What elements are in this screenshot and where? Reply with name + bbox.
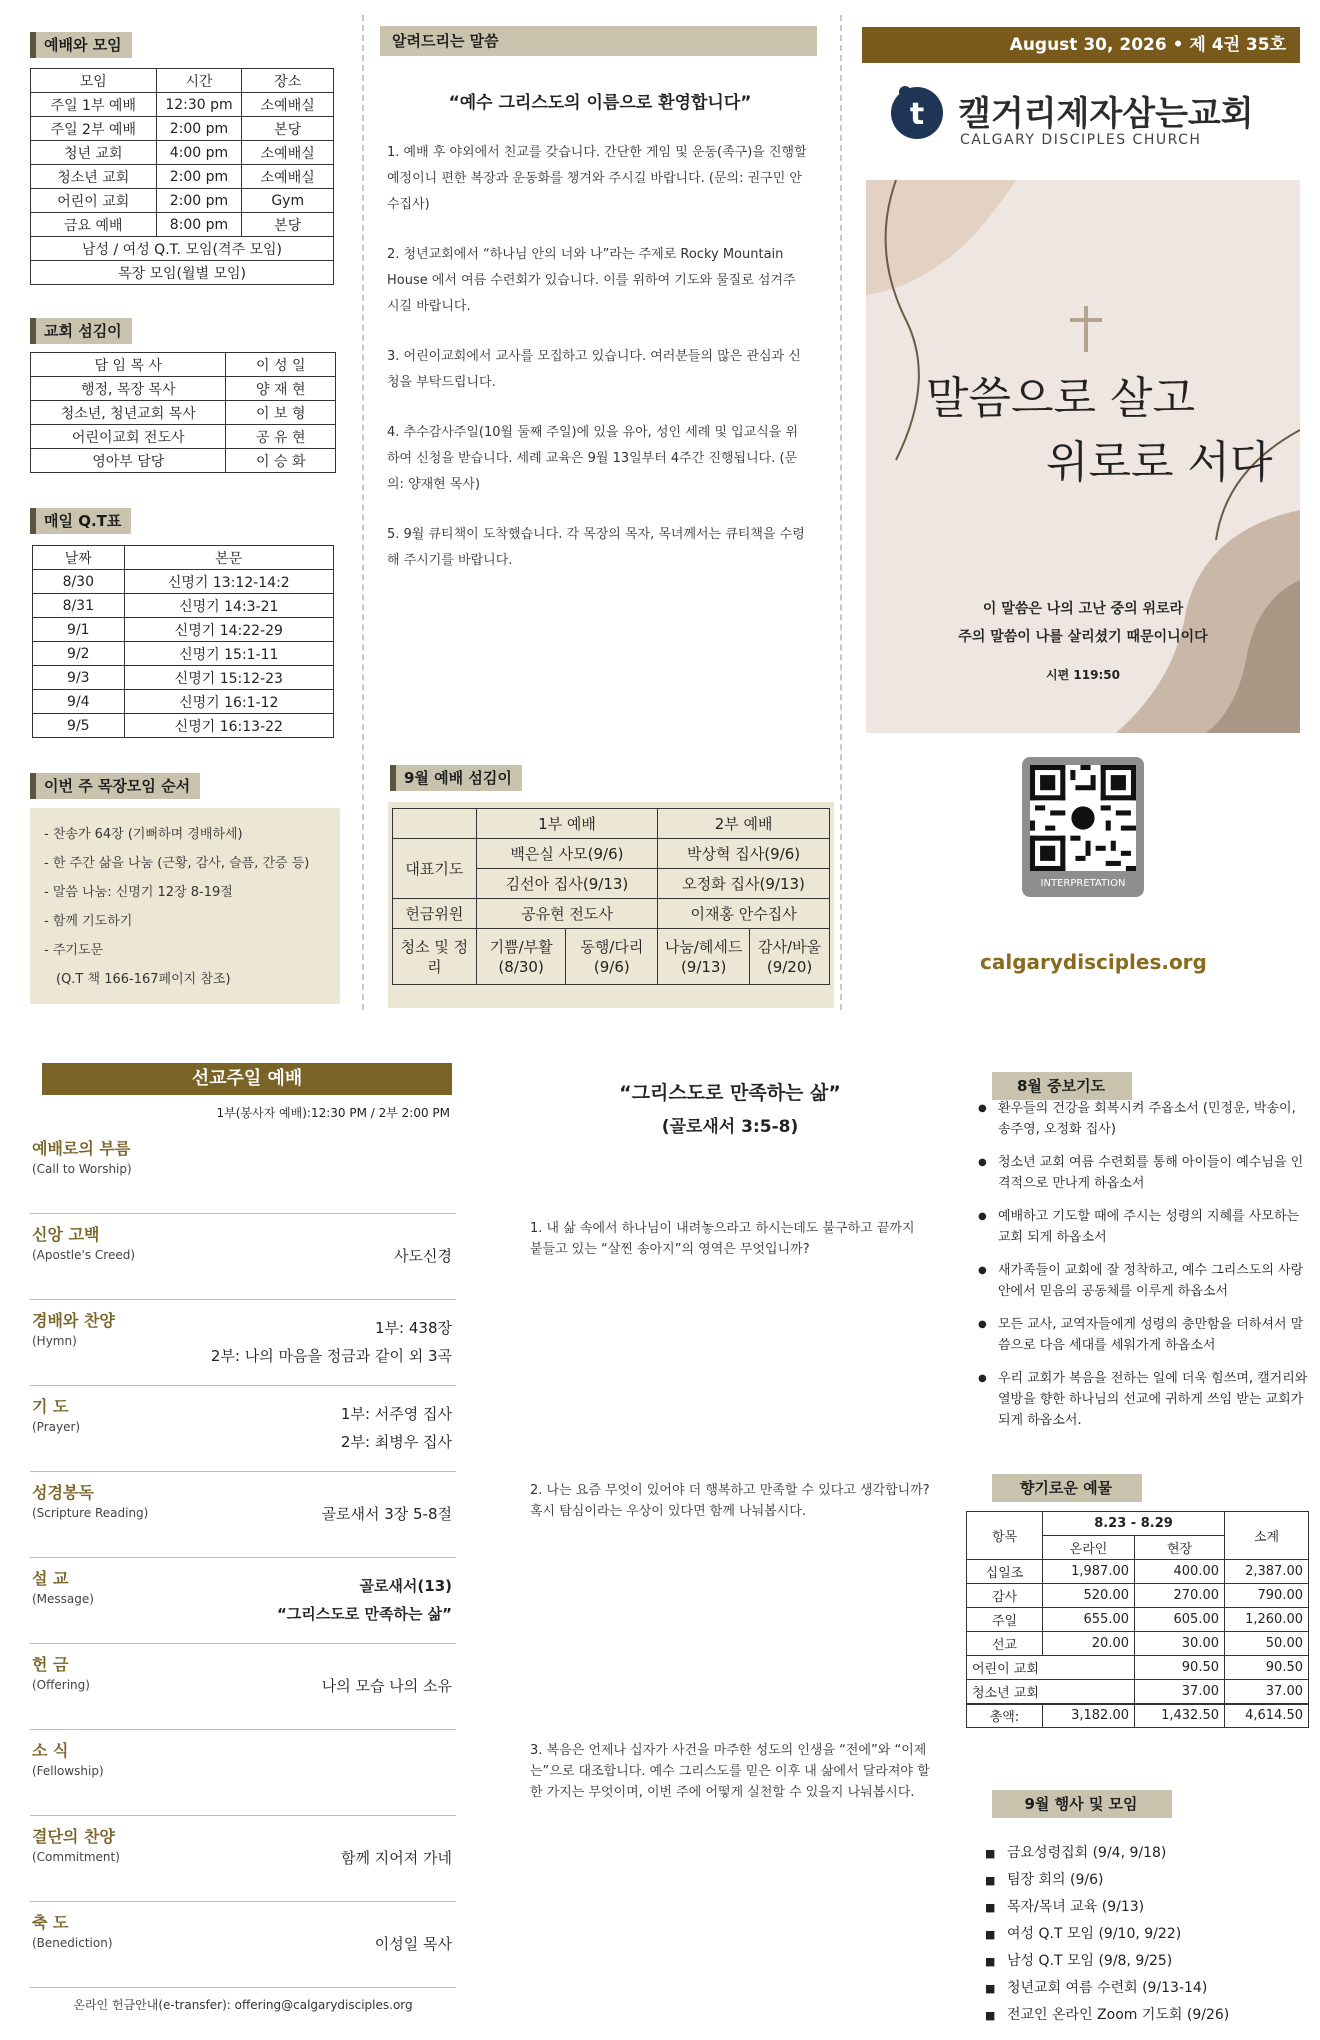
table-header-row (967, 1512, 1309, 1536)
table-cell: 청년 교회 (31, 141, 157, 165)
table-header: 1부 예배 (476, 809, 657, 839)
table-row (33, 618, 334, 642)
table-cell: Gym (242, 189, 334, 213)
service-item-title: 신앙 고백 (32, 1225, 100, 1244)
table-row (31, 237, 334, 261)
table-cell: 신명기 14:22-29 (124, 618, 333, 642)
table-header: 날짜 (33, 546, 125, 570)
table-cell: 9/3 (33, 666, 125, 690)
table-cell: 790.00 (1225, 1584, 1309, 1608)
list-item: ● 환우들의 건강을 회복시켜 주옵소서 (민정운, 박송이, 송주영, 오정화 집사) (978, 1098, 1308, 1140)
list-item: ● 모든 교사, 교역자들에게 성령의 충만함을 더하셔서 말씀으로 다음 세대를 세워가게 하옵소서 (978, 1314, 1308, 1356)
section-label-qt: 매일 Q.T표 (30, 508, 131, 534)
service-item-detail (322, 1672, 452, 1700)
service-item-subtitle: (Benediction) (32, 1936, 113, 1950)
service-item-title: 결단의 찬양 (32, 1827, 115, 1846)
table-cell: 20.00 (1043, 1632, 1135, 1656)
table-row (31, 377, 336, 401)
table-cell: 나눔/헤세드 (9/13) (658, 929, 750, 985)
table-header: 모임 (31, 69, 157, 93)
table-cell: 백은실 사모(9/6) (476, 839, 657, 869)
table-cell: 남성 / 여성 Q.T. 모임(격주 모임) (31, 237, 334, 261)
service-item-detail-line: 1부: 서주영 집사 (340, 1405, 452, 1423)
website-link[interactable]: calgarydisciples.org (980, 950, 1207, 974)
online-offering-info: 온라인 헌금안내(e-transfer): offering@calgarydisciples.org (73, 1998, 413, 2012)
table-row (31, 401, 336, 425)
service-item-subtitle: (Prayer) (32, 1420, 81, 1434)
staff-table (30, 352, 336, 473)
table-cell: 어린이교회 전도사 (31, 425, 226, 449)
cover-verse-line1: 이 말씀은 나의 고난 중의 위로라 (982, 601, 1184, 617)
service-order-row (30, 1214, 456, 1300)
table-cell: 9/2 (33, 642, 125, 666)
service-order-row (30, 1902, 456, 1988)
list-item: ● 예배하고 기도할 때에 주시는 성령의 지혜를 사모하는 교회 되게 하옵소서 (978, 1206, 1308, 1248)
table-row (967, 1704, 1309, 1728)
service-item-detail-line: 2부: 최병우 집사 (340, 1433, 452, 1451)
table-cell: 공 유 현 (226, 425, 336, 449)
table-cell: 공유현 전도사 (476, 899, 657, 929)
section-label-offerings: 향기로운 예물 (992, 1474, 1142, 1502)
table-cell: 1,432.50 (1135, 1704, 1225, 1728)
service-item-title: 예배로의 부름 (32, 1139, 131, 1158)
table-row (967, 1584, 1309, 1608)
table-cell: 신명기 15:1-11 (124, 642, 333, 666)
section-label-mokjang: 이번 주 목장모임 순서 (30, 773, 200, 799)
table-cell: 신명기 15:12-23 (124, 666, 333, 690)
service-item-detail-line: “그리스도로 만족하는 삶” (276, 1605, 452, 1623)
table-row (31, 261, 334, 285)
service-item-title: 헌 금 (32, 1655, 69, 1674)
table-cell: 감사 (967, 1584, 1043, 1608)
table-cell: 90.50 (1135, 1656, 1225, 1680)
table-header: 장소 (242, 69, 334, 93)
list-item: ● 우리 교회가 복음을 전하는 일에 더욱 힘쓰며, 캘거리와 열방을 향한 하나님의 선교에 귀하게 쓰임 받는 교회가 되게 하옵소서. (978, 1368, 1308, 1431)
table-cell: 400.00 (1135, 1560, 1225, 1584)
table-cell: 4,614.50 (1225, 1704, 1309, 1728)
list-item: - 말씀 나눔: 신명기 12장 8-19절 (44, 885, 233, 900)
table-row (33, 570, 334, 594)
table-row (31, 93, 334, 117)
table-cell: 양 재 현 (226, 377, 336, 401)
service-item-subtitle: (Hymn) (32, 1334, 77, 1348)
table-cell: 2,387.00 (1225, 1560, 1309, 1584)
section-label-announcements: 알려드리는 말씀 (380, 26, 817, 56)
service-item-detail-line: 골로새서(13) (359, 1577, 452, 1595)
column-divider (362, 15, 364, 1010)
service-order-row (30, 1558, 456, 1644)
table-header: 항목 (967, 1512, 1043, 1560)
offering-table (966, 1511, 1309, 1728)
service-item-title: 설 교 (32, 1569, 69, 1588)
table-cell: 본당 (242, 117, 334, 141)
section-label-prayer-topics: 8월 중보기도 (992, 1072, 1132, 1100)
table-cell: 신명기 16:13-22 (124, 714, 333, 738)
table-header-row (33, 546, 334, 570)
service-item-detail-line: 골로새서 3장 5-8절 (321, 1505, 452, 1523)
service-item-detail-line: 2부: 나의 마음을 정금과 같이 외 3곡 (210, 1347, 452, 1365)
table-cell: 동행/다리 (9/6) (566, 929, 658, 985)
cover-verse-ref: 시편 119:50 (1046, 668, 1120, 682)
table-cell: 헌금위원 (393, 899, 477, 929)
table-cell: 행정, 목장 목사 (31, 377, 226, 401)
service-item-subtitle: (Scripture Reading) (32, 1506, 149, 1520)
list-item: ■ 목자/목녀 교육 (9/13) (985, 1894, 1305, 1921)
table-cell: 9/1 (33, 618, 125, 642)
list-item: ● 새가족들이 교회에 잘 정착하고, 예수 그리스도의 사랑 안에서 믿음의 공동체를 이루게 하옵소서 (978, 1260, 1308, 1302)
list-item: 1. 예배 후 야외에서 친교를 갖습니다. 간단한 게임 및 운동(족구)을 진행할 예정이니 편한 복장과 운동화를 챙겨와 주시길 바랍니다. (문의: 권구민 안수집사) (387, 145, 807, 212)
table-cell: 신명기 14:3-21 (124, 594, 333, 618)
service-item-detail (375, 1930, 452, 1958)
table-row (393, 929, 830, 985)
list-item: ■ 금요성령집회 (9/4, 9/18) (985, 1840, 1305, 1867)
cover-image (866, 180, 1300, 733)
table-header: 2부 예배 (658, 809, 830, 839)
column-divider (840, 15, 842, 1010)
table-row (31, 425, 336, 449)
service-item-detail (321, 1500, 452, 1528)
table-cell: 감사/바울 (9/20) (750, 929, 830, 985)
table-cell: 이 성 일 (226, 353, 336, 377)
table-cell: 1,987.00 (1043, 1560, 1135, 1584)
sermon-title: “그리스도로 만족하는 삶” (619, 1082, 841, 1104)
table-cell: 37.00 (1135, 1680, 1225, 1704)
table-cell: 청소 및 정리 (393, 929, 477, 985)
table-row (31, 141, 334, 165)
section-label-events: 9월 행사 및 모임 (992, 1790, 1172, 1818)
service-item-detail-line: 함께 지어져 가네 (341, 1849, 452, 1867)
list-item: - 한 주간 삶을 나눔 (근황, 감사, 슬픔, 간증 등) (44, 856, 310, 871)
servers-table (392, 808, 830, 985)
table-cell: 청소년 교회 (31, 165, 157, 189)
table-cell: 520.00 (1043, 1584, 1135, 1608)
service-item-title: 기 도 (32, 1397, 69, 1416)
table-row (967, 1632, 1309, 1656)
service-item-subtitle: (Message) (32, 1592, 94, 1606)
section-label-september-servers: 9월 예배 섬김이 (390, 765, 522, 791)
table-cell: 이재홍 안수집사 (658, 899, 830, 929)
table-cell: 소예배실 (242, 165, 334, 189)
table-row (33, 690, 334, 714)
table-cell: 8/30 (33, 570, 125, 594)
table-cell: 2:00 pm (156, 117, 242, 141)
service-order-row (30, 1730, 456, 1816)
sermon-question-2: 2. 나는 요즘 무엇이 있어야 더 행복하고 만족할 수 있다고 생각합니까? 혹시 탐심이라는 우상이 있다면 함께 나눠봅시다. (530, 1483, 930, 1519)
table-cell: 2:00 pm (156, 165, 242, 189)
table-row (967, 1608, 1309, 1632)
service-title-bar: 선교주일 예배 (42, 1063, 452, 1095)
service-order-row (30, 1386, 456, 1472)
table-cell: 선교 (967, 1632, 1043, 1656)
service-times: 1부(봉사자 예배):12:30 PM / 2부 2:00 PM (216, 1106, 450, 1120)
table-cell: 90.50 (1225, 1656, 1309, 1680)
service-item-detail-line: 이성일 목사 (374, 1935, 452, 1953)
table-row (393, 899, 830, 929)
table-cell: 9/4 (33, 690, 125, 714)
list-item: ■ 여성 Q.T 모임 (9/10, 9/22) (985, 1921, 1305, 1948)
table-cell: 소예배실 (242, 141, 334, 165)
list-item: - 함께 기도하기 (44, 914, 133, 929)
service-item-subtitle: (Call to Worship) (32, 1162, 132, 1176)
service-item-detail-line: 1부: 438장 (375, 1319, 452, 1337)
table-cell (393, 809, 477, 839)
service-item-subtitle: (Commitment) (32, 1850, 120, 1864)
table-cell: 4:00 pm (156, 141, 242, 165)
service-item-detail (277, 1572, 452, 1628)
table-cell: 총액: (967, 1704, 1043, 1728)
service-item-title: 경배와 찬양 (32, 1311, 115, 1330)
table-row (33, 666, 334, 690)
service-item-detail (394, 1242, 452, 1270)
service-order-row (30, 1644, 456, 1730)
table-row (31, 117, 334, 141)
service-item-subtitle: (Offering) (32, 1678, 90, 1692)
table-cell: 청소년, 청년교회 목사 (31, 401, 226, 425)
table-cell: 소예배실 (242, 93, 334, 117)
cover-title-line2: 위로로 서다 (1046, 437, 1273, 488)
table-row (33, 594, 334, 618)
table-header: 온라인 (1043, 1536, 1135, 1560)
table-header: 8.23 - 8.29 (1043, 1512, 1225, 1536)
table-cell: 605.00 (1135, 1608, 1225, 1632)
table-cell: 금요 예배 (31, 213, 157, 237)
table-cell: 청소년 교회 (967, 1680, 1135, 1704)
table-header-row (393, 809, 830, 839)
service-item-subtitle: (Fellowship) (32, 1764, 104, 1778)
table-cell: 김선아 집사(9/13) (476, 869, 657, 899)
service-item-title: 성경봉독 (32, 1483, 94, 1502)
table-cell: 신명기 16:1-12 (124, 690, 333, 714)
table-cell: 주일 2부 예배 (31, 117, 157, 141)
table-row (967, 1680, 1309, 1704)
issue-date-bar: August 30, 2026 • 제 4권 35호 (862, 27, 1300, 63)
service-order-row (30, 1472, 456, 1558)
table-row (31, 213, 334, 237)
table-cell: 주일 (967, 1608, 1043, 1632)
table-cell: 655.00 (1043, 1608, 1135, 1632)
table-cell: 이 승 화 (226, 449, 336, 473)
table-cell: 2:00 pm (156, 189, 242, 213)
table-row (31, 449, 336, 473)
table-cell: 영아부 담당 (31, 449, 226, 473)
table-row (33, 714, 334, 738)
table-cell: 주일 1부 예배 (31, 93, 157, 117)
service-item-title: 축 도 (32, 1913, 69, 1932)
table-header: 현장 (1135, 1536, 1225, 1560)
list-item: ■ 남성 Q.T 모임 (9/8, 9/25) (985, 1948, 1305, 1975)
list-item: 4. 추수감사주일(10월 둘째 주일)에 있을 유아, 성인 세례 및 입교식을 위하여 신청을 받습니다. 세례 교육은 9월 13일부터 4주간 진행됩니다. (문의: 양재현 목사) (387, 425, 799, 492)
table-cell: 37.00 (1225, 1680, 1309, 1704)
table-cell: 30.00 (1135, 1632, 1225, 1656)
table-cell: 대표기도 (393, 839, 477, 899)
mokjang-box (30, 808, 340, 1004)
sermon-question-1: 1. 내 삶 속에서 하나님이 내려놓으라고 하시는데도 불구하고 끝까지 붙들고 있는 “살찐 송아지”의 영역은 무엇입니까? (530, 1221, 915, 1257)
list-item: ● 청소년 교회 여름 수련회를 통해 아이들이 예수님을 인격적으로 만나게 하옵소서 (978, 1152, 1308, 1194)
list-item: 2. 청년교회에서 “하나님 안의 너와 나”라는 주제로 Rocky Mountain House 에서 여름 수련회가 있습니다. 이를 위하여 기도와 물질로 섬겨주시길 바랍니다. (387, 247, 796, 314)
service-item-detail-line: 나의 모습 나의 소유 (321, 1677, 452, 1695)
table-header: 소계 (1225, 1512, 1309, 1560)
service-order-row (30, 1816, 456, 1902)
cover-title-line1: 말씀으로 살고 (926, 373, 1196, 424)
table-cell: 목장 모임(월별 모임) (31, 261, 334, 285)
church-logo-icon (888, 82, 946, 140)
list-item: - 주기도문 (44, 943, 104, 958)
list-item: ■ 팀장 회의 (9/6) (985, 1867, 1305, 1894)
table-cell: 12:30 pm (156, 93, 242, 117)
list-item: (Q.T 책 166-167페이지 참조) (56, 972, 231, 987)
table-cell: 8:00 pm (156, 213, 242, 237)
table-row (31, 165, 334, 189)
service-item-detail (211, 1314, 452, 1370)
table-cell: 8/31 (33, 594, 125, 618)
section-label-staff: 교회 섬김이 (30, 318, 132, 344)
table-cell: 기쁨/부활 (8/30) (476, 929, 566, 985)
qr-code-icon (1030, 765, 1136, 871)
table-cell: 1,260.00 (1225, 1608, 1309, 1632)
church-name-english: CALGARY DISCIPLES CHURCH (960, 132, 1202, 148)
announcements-title: “예수 그리스도의 이름으로 환영합니다” (448, 93, 752, 113)
table-row (393, 839, 830, 869)
table-row (31, 353, 336, 377)
table-cell: 박상혁 집사(9/6) (658, 839, 830, 869)
worship-schedule-table (30, 68, 334, 285)
sermon-reference: (골로새서 3:5-8) (661, 1117, 799, 1137)
table-cell: 십일조 (967, 1560, 1043, 1584)
qr-code-card[interactable] (1022, 757, 1144, 897)
sermon-question-3: 3. 복음은 언제나 십자가 사건을 마주한 성도의 인생을 “전에”와 “이제는”으로 대조합니다. 예수 그리스도를 믿은 이후 내 삶에서 달라져야 할 한 가지는 무엇이며, 이번 주에 어떻게 실천할 수 있을지 나눠봅시다. (530, 1743, 930, 1800)
svg-text:t: t (909, 97, 925, 132)
table-cell: 이 보 형 (226, 401, 336, 425)
table-header-row (31, 69, 334, 93)
table-header: 본문 (124, 546, 333, 570)
qt-table (32, 545, 334, 738)
table-cell: 담 임 목 사 (31, 353, 226, 377)
table-row (31, 189, 334, 213)
list-item: - 찬송가 64장 (기뻐하며 경배하세) (44, 827, 243, 842)
service-item-detail-line: 사도신경 (394, 1247, 452, 1265)
service-order-row (30, 1128, 456, 1214)
table-cell: 9/5 (33, 714, 125, 738)
service-item-detail (341, 1400, 452, 1456)
list-item: 5. 9월 큐티책이 도착했습니다. 각 목장의 목자, 목녀께서는 큐티책을 수령해 주시기를 바랍니다. (387, 527, 805, 568)
table-cell: 어린이 교회 (967, 1656, 1135, 1680)
table-header: 시간 (156, 69, 242, 93)
table-row (967, 1560, 1309, 1584)
table-cell: 어린이 교회 (31, 189, 157, 213)
table-cell: 오정화 집사(9/13) (658, 869, 830, 899)
table-cell: 270.00 (1135, 1584, 1225, 1608)
table-cell: 신명기 13:12-14:2 (124, 570, 333, 594)
table-cell: 본당 (242, 213, 334, 237)
table-cell: 50.00 (1225, 1632, 1309, 1656)
service-item-subtitle: (Apostle's Creed) (32, 1248, 136, 1262)
qr-caption: INTERPRETATION (1040, 878, 1126, 889)
service-order-row (30, 1300, 456, 1386)
church-name-korean: 캘거리제자삼는교회 (958, 94, 1254, 134)
service-item-detail (341, 1844, 452, 1872)
mokjang-order-list (44, 820, 326, 994)
section-label-worship-schedule: 예배와 모임 (30, 32, 132, 58)
table-cell: 3,182.00 (1043, 1704, 1135, 1728)
event-list (985, 1840, 1305, 2029)
list-item: 3. 어린이교회에서 교사를 모집하고 있습니다. 여러분들의 많은 관심과 신청을 부탁드립니다. (387, 349, 801, 390)
service-item-title: 소 식 (32, 1741, 69, 1760)
cover-verse-line2: 주의 말씀이 나를 살리셨기 때문이니이다 (958, 629, 1208, 645)
table-row (33, 642, 334, 666)
announcement-list (387, 140, 807, 598)
prayer-topic-list (978, 1098, 1308, 1443)
list-item: ■ 전교인 온라인 Zoom 기도회 (9/26) (985, 2002, 1305, 2029)
table-row (967, 1656, 1309, 1680)
list-item: ■ 청년교회 여름 수련회 (9/13-14) (985, 1975, 1305, 2002)
